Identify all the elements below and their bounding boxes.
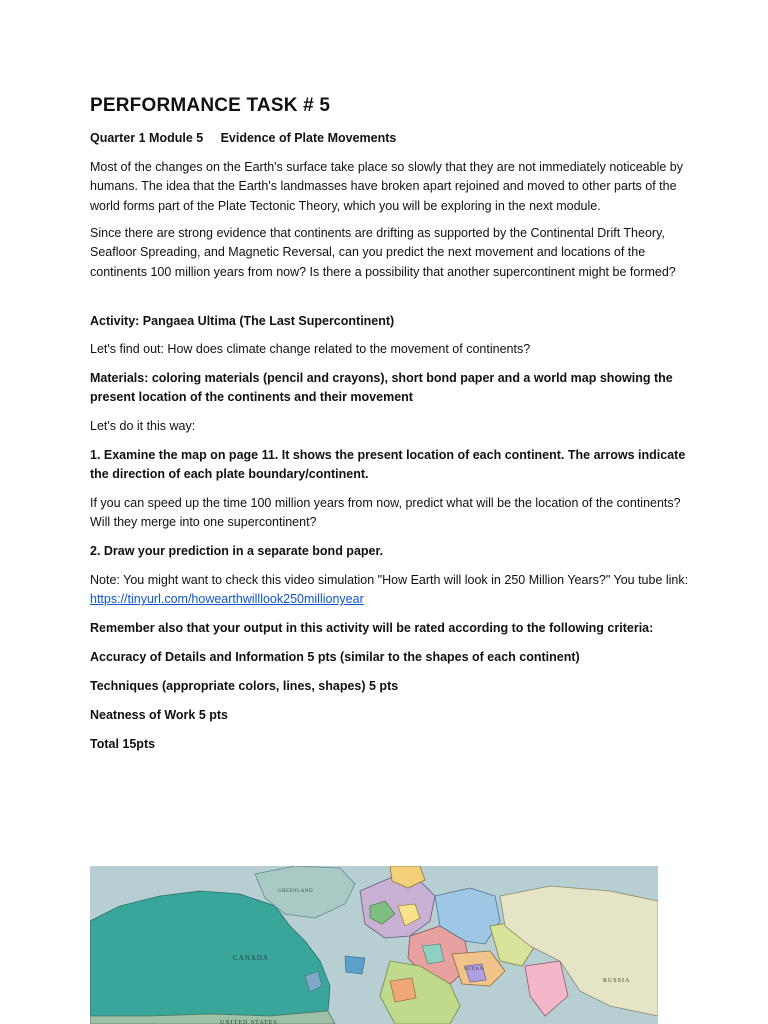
step-2-paragraph: 2. Draw your prediction in a separate bond paper.: [90, 544, 384, 558]
intro-paragraph: Most of the changes on the Earth's surface take place so slowly that they are not immediately noticeable by humans. The idea that the Earth's landmasses have broken apart rejoined and moved to other parts of the world forms part of the Plate Tectonic Theory, which you will be exploring in the next module.: [90, 160, 683, 213]
criteria-total: Total 15pts: [90, 737, 156, 751]
page-title: PERFORMANCE TASK # 5: [90, 95, 331, 116]
remember-paragraph: Remember also that your output in this activity will be rated according to the following criteria:: [90, 621, 654, 635]
country-patch: [345, 956, 365, 974]
map-label-canada: CANADA: [233, 954, 269, 962]
world-map-image: [90, 866, 658, 1024]
country-patch: [390, 978, 416, 1002]
activity-heading: Activity: Pangaea Ultima (The Last Supercontinent): [90, 314, 395, 328]
video-link[interactable]: https://tinyurl.com/howearthwilllook250millionyear: [90, 592, 364, 607]
india-region: [525, 961, 568, 1016]
note-paragraph: [90, 571, 690, 610]
note-text: Note: You might want to check this video simulation "How Earth will look in 250 Million Years?" You tube link:: [90, 573, 689, 587]
world-map-graphic: [90, 866, 658, 1024]
evidence-paragraph: Since there are strong evidence that continents are drifting as supported by the Continental Drift Theory, Seafloor Spreading, and Magnetic Reversal, can you predict the next movement and locations of the continents 100 million years from now? Is there a possibility that another supercontinent might be formed?: [90, 226, 676, 279]
speed-up-paragraph: If you can speed up the time 100 million years from now, predict what will be the location of the continents? Will they merge into one supercontinent?: [90, 496, 681, 530]
step-1-paragraph: 1. Examine the map on page 11. It shows the present location of each continent. The arrows indicate the direction of each plate boundary/continent.: [90, 448, 686, 482]
map-label-russia: RUSSIA: [603, 978, 631, 984]
do-it-paragraph: Let's do it this way:: [90, 419, 196, 433]
materials-paragraph: Materials: coloring materials (pencil and crayons), short bond paper and a world map showing the present location of the continents and their movement: [90, 371, 673, 405]
criteria-neatness: Neatness of Work 5 pts: [90, 708, 229, 722]
map-label-greenland: GREENLAND: [278, 889, 314, 894]
module-subtitle: Quarter 1 Module 5 Evidence of Plate Movements: [90, 131, 397, 145]
map-label-united-states: UNITED STATES: [220, 1020, 278, 1024]
criteria-accuracy: Accuracy of Details and Information 5 pts (similar to the shapes of each continent): [90, 650, 580, 664]
find-out-paragraph: Let's find out: How does climate change related to the movement of continents?: [90, 342, 531, 356]
criteria-techniques: Techniques (appropriate colors, lines, shapes) 5 pts: [90, 679, 399, 693]
map-label-sudan: SUDAN: [464, 967, 484, 972]
